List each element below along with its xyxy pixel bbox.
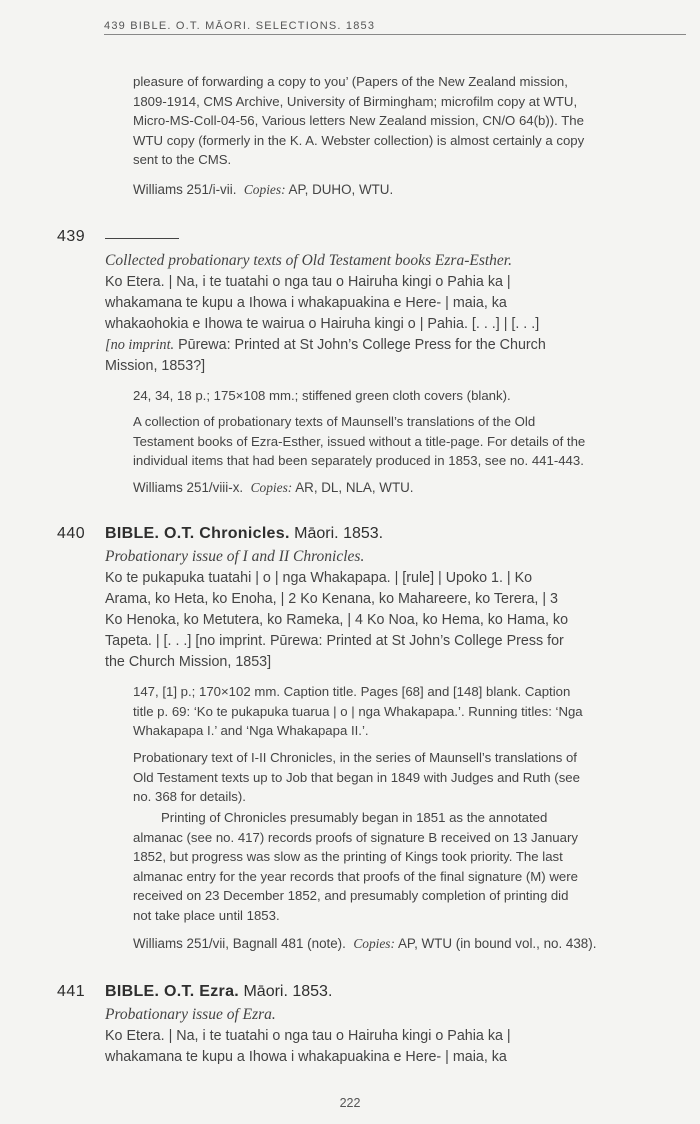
title-transcription bbox=[105, 1026, 686, 1068]
text-line: Arama, ko Heta, ko Enoha, | 2 Ko Kenana, ko Mahareere, ko Terera, | 3 bbox=[105, 591, 559, 607]
entry-heading: BIBLE. O.T. Chronicles. Māori. 1853. bbox=[105, 525, 384, 542]
continuation-note bbox=[133, 72, 686, 170]
copies-list: AR, DL, NLA, WTU. bbox=[295, 480, 414, 495]
text-line: Whakapapa I.’ and ‘Nga Whakapapa II.’. bbox=[133, 723, 369, 738]
entry-number-439: 439 bbox=[57, 228, 86, 245]
collation: 24, 34, 18 p.; 175×108 mm.; stiffened green cloth covers (blank). bbox=[133, 388, 511, 403]
text-line: almanac (see no. 417) records proofs of signature B received on 13 January bbox=[133, 829, 578, 845]
entry-subtitle: Probationary issue of Ezra. bbox=[105, 1006, 276, 1023]
text-line: the Church Mission, 1853] bbox=[105, 654, 272, 670]
text-line: Ko te pukapuka tuatahi | o | nga Whakapapa. | [rule] | Upoko 1. | Ko bbox=[105, 570, 533, 586]
imprint-line: [no imprint. Pūrewa: Printed at St John’s College Press for the Church bbox=[105, 337, 546, 353]
references: Williams 251/vii, Bagnall 481 (note). bbox=[133, 936, 346, 951]
text-line: whakaohokia e Ihowa te wairua o Hairuha kingi o | Pahia. [. . .] | [. . .] bbox=[105, 316, 540, 332]
text-line: almanac entry for the year records that proofs of the final signature (M) were bbox=[133, 868, 578, 884]
text-line: Ko Etera. | Na, i te tuatahi o nga tau o Hairuha kingi o Pahia ka | bbox=[105, 274, 511, 290]
text-line: whakamana te kupu a Ihowa i whakapuakina e Here- | maia, ka bbox=[105, 295, 507, 311]
text-line: A collection of probationary texts of Maunsell’s translations of the Old bbox=[133, 414, 536, 429]
text-line: individual items that had been separately produced in 1853, see no. 441-443. bbox=[133, 453, 584, 468]
text-line: title p. 69: ‘Ko te pukapuka tuarua | o | nga Whakapapa.’. Running titles: ‘Nga bbox=[133, 703, 583, 719]
text-line: Testament books of Ezra-Esther, issued without a title-page. For details of the bbox=[133, 433, 586, 449]
text-line: sent to the CMS. bbox=[133, 152, 232, 167]
title-transcription bbox=[105, 568, 686, 673]
entry-heading: BIBLE. O.T. Ezra. Māori. 1853. bbox=[105, 983, 333, 1000]
text-line: WTU copy (formerly in the K. A. Webster collection) is almost certainly a copy bbox=[133, 132, 585, 148]
copies-label: Copies: bbox=[243, 182, 286, 197]
entry-subtitle: Probationary issue of I and II Chronicles. bbox=[105, 548, 365, 565]
entry-note bbox=[133, 412, 686, 471]
text-line: 1809-1914, CMS Archive, University of Birmingham; microfilm copy at WTU, bbox=[133, 93, 578, 109]
page-number: 222 bbox=[339, 1096, 361, 1110]
copies-label: Copies: bbox=[353, 936, 395, 951]
collation bbox=[133, 682, 686, 741]
imprint-line: Mission, 1853?] bbox=[105, 358, 206, 374]
text-line: Printing of Chronicles presumably began in 1851 as the annotated bbox=[161, 810, 548, 825]
references: Williams 251/viii-x. bbox=[133, 480, 244, 495]
text-line: Ko Etera. | Na, i te tuatahi o nga tau o Hairuha kingi o Pahia ka | bbox=[105, 1028, 511, 1044]
text-line: Tapeta. | [. . .] [no imprint. Pūrewa: Printed at St John’s College Press for bbox=[105, 633, 564, 649]
references-440 bbox=[133, 934, 686, 954]
text-line: received on 23 December 1852, and presumably completion of printing did bbox=[133, 888, 569, 903]
copies-list: AP, DUHO, WTU. bbox=[288, 182, 394, 197]
entry-note-2 bbox=[133, 808, 686, 925]
text-line: Probationary text of I-II Chronicles, in the series of Maunsell’s translations of bbox=[133, 750, 577, 765]
entry-subtitle: Collected probationary texts of Old Testament books Ezra-Esther. bbox=[105, 252, 512, 269]
text-line: no. 368 for details). bbox=[133, 789, 246, 804]
text-line: whakamana te kupu a Ihowa i whakapuakina e Here- | maia, ka bbox=[105, 1049, 507, 1065]
text-line: not take place until 1853. bbox=[133, 907, 280, 923]
references-439 bbox=[133, 478, 686, 498]
continuation-references bbox=[133, 180, 686, 200]
text-line: Old Testament texts up to Job that began in 1849 with Judges and Ruth (see bbox=[133, 769, 580, 785]
running-head: 439 BIBLE. O.T. MĀORI. SELECTIONS. 1853 bbox=[104, 20, 686, 35]
text-line: 1852, but progress was slow as the printing of Kings took priority. The last bbox=[133, 849, 563, 864]
title-transcription bbox=[105, 272, 686, 377]
ditto-rule bbox=[105, 238, 179, 239]
copies-list: AP, WTU (in bound vol., no. 438). bbox=[397, 936, 597, 951]
text-line: Ko Henoka, ko Metutera, ko Rameka, | 4 Ko Noa, ko Hema, ko Hama, ko bbox=[105, 612, 569, 628]
text-line: 147, [1] p.; 170×102 mm. Caption title. Pages [68] and [148] blank. Caption bbox=[133, 684, 571, 699]
references: Williams 251/i-vii. bbox=[133, 182, 237, 197]
entry-number-440: 440 bbox=[57, 525, 86, 542]
entry-number-441: 441 bbox=[57, 983, 86, 1000]
entry-note bbox=[133, 748, 686, 807]
copies-label: Copies: bbox=[250, 480, 293, 495]
text-line: pleasure of forwarding a copy to you’ (Papers of the New Zealand mission, bbox=[133, 74, 568, 89]
text-line: Micro-MS-Coll-04-56, Various letters New Zealand mission, CN/O 64(b)). The bbox=[133, 113, 584, 128]
